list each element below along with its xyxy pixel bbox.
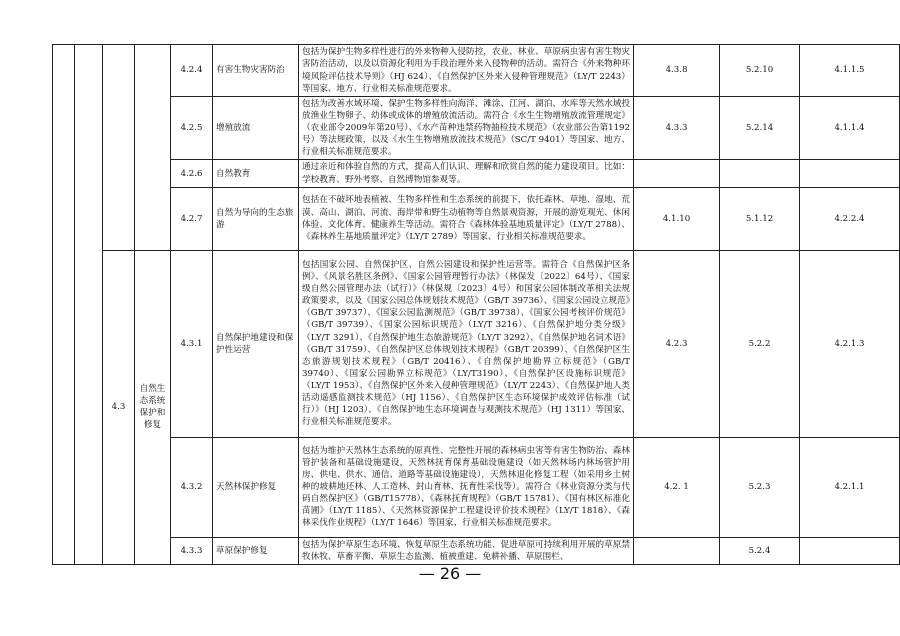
ref-2: 5.2.10 (720, 45, 800, 97)
table-row (53, 160, 900, 187)
table-row (53, 45, 900, 97)
item-desc: 包括为维护天然林生态系统的原真性、完整性开展的森林病虫害等有害生物防治、森林管护装备和基础设施建设，天然林抚育保育基础设施建设（如天然林场内林场管护用房、供电、供水、通信、道路等基础设施建设），天然林退化修复工程（如采用乡土树种的坡耕地还林、人工造林、封山育林、抚育性采伐等）。需符合《林业资源分类与代码自然保护区》（GB/T15778）、《森林抚育规程》（GB/T 15781）、《国有林区标准化苗圃》（LY/T 1185）、《天然林资源保护工程建设评价技术规程》（LY/T 1818）、《森林采伐作业规程》（LY/T 1646）等国家、行业相关标准规范要求。 (299, 437, 634, 537)
ref-1: 4.2.3 (634, 250, 720, 437)
item-desc: 包括在不破坏地表植被、生物多样性和生态系统的前提下，依托森林、草地、湿地、荒漠、高山、湖泊、河流、海岸带和野生动植物等自然景观资源，开展的游览观光、休闲体验、文化体育、健康养生等活动。需符合《森林体验基地质量评定》（LY/T 2788）、《森林养生基地质量评定》（LY/T 2789）等国家、行业相关标准规范要求。 (299, 187, 634, 250)
ref-1 (634, 160, 720, 187)
blank-cell (103, 45, 135, 251)
item-id: 4.3.3 (171, 537, 213, 564)
item-name: 增殖放流 (213, 97, 299, 160)
item-desc: 包括为改善水域环境、保护生物多样性向海洋、滩涂、江河、湖泊、水库等天然水域投放渔业生物卵子、幼体或成体的增殖放流活动。需符合《水生生物增殖放流管理规定》（农业部令2009年第20号）、《水产苗种违禁药物抽检技术规范》（农业部公告第1192号）等法规政策，以及《水生生物增殖放流技术规范》（SC/T 9401）等国家、地方、行业相关标准规范要求。 (299, 97, 634, 160)
item-desc: 通过亲近和体验自然的方式，提高人们认识、理解和欣赏自然的能力建设项目。比如：学校教育、野外考察、自然博物馆参观等。 (299, 160, 634, 187)
ref-1: 4.2. 1 (634, 437, 720, 537)
ref-3: 4.1.1.5 (800, 45, 900, 97)
section-code: 4.3 (103, 250, 135, 564)
ref-3: 4.2.1.3 (800, 250, 900, 437)
table-row (53, 250, 900, 437)
item-desc: 包括为保护生物多样性进行的外来物种入侵防控，农业、林业、草原病虫害有害生物灾害防治活动，以及以资源化利用为手段治理外来入侵物种的活动。需符合《外来物种环境风险评估技术导则》（HJ 624）、《自然保护区外来入侵种管理规范》（LY/T 2243）等国家、地方、行业相关标准规范要求。 (299, 45, 634, 97)
ref-3: 4.2.1.1 (800, 437, 900, 537)
blank-cell (75, 45, 103, 565)
ref-2: 5.2.14 (720, 97, 800, 160)
table-row (53, 537, 900, 564)
item-name: 自然保护地建设和保护性运营 (213, 250, 299, 437)
blank-cell (53, 45, 75, 565)
ref-2: 5.2.2 (720, 250, 800, 437)
ref-3: 4.2.2.4 (800, 187, 900, 250)
item-name: 天然林保护修复 (213, 437, 299, 537)
ref-3 (800, 537, 900, 564)
ref-2: 5.1.12 (720, 187, 800, 250)
item-id: 4.3.2 (171, 437, 213, 537)
item-desc: 包括国家公园、自然保护区、自然公园建设和保护性运营等。需符合《自然保护区条例》、《风景名胜区条例》、《国家公园管理暂行办法》（林保发〔2022〕64号）、《国家级自然公园管理办法（试行）》（林保规〔2023〕4号）和国家公园体制改革相关法规政策要求，以及《国家公园总体规划技术规范》（GB/T 39736）、《国家公园设立规范》（GB/T 39737）、《国家公园监测规范》（GB/T 39738）、《国家公园考核评价规范》（GB/T 39739）、《国家公园标识规范》（LY/T 3216）、《自然保护地分类分级》（LY/T 3291）、《自然保护地生态旅游规范》（LY/T 3292）、《自然保护地名词术语》（GB/T 31759）、《自然保护区总体规划技术规程》（GB/T 20399）、《自然保护区生态旅游规划技术规程》（GB/T 20416）、《自然保护地勘界立标规范》（GB/T 39740）、《国家公园勘界立标规范》（LY/T3190）、《自然保护区设施标识规范》（LY/T 1953）、《自然保护区外来入侵种管理规范》（LY/T 2243）、《自然保护地人类活动遥感监测技术规范》（HJ 1156）、《自然保护区生态环境保护成效评估标准（试行）》（HJ 1203）、《自然保护地生态环境调查与观测技术规范》（HJ 1311）等国家、行业相关标准规范要求。 (299, 250, 634, 437)
ref-1: 4.3.3 (634, 97, 720, 160)
blank-cell (135, 45, 171, 251)
ref-2: 5.2.3 (720, 437, 800, 537)
item-desc: 包括为保护草原生态环境、恢复草原生态系统功能、促进草原可持续利用开展的草原禁牧休牧、草畜平衡、草原生态监测、植被重建、免耕补播、草原围栏、 (299, 537, 634, 564)
ref-3 (800, 160, 900, 187)
item-id: 4.2.4 (171, 45, 213, 97)
ref-2: 5.2.4 (720, 537, 800, 564)
table-row (53, 97, 900, 160)
ref-1: 4.1.10 (634, 187, 720, 250)
ref-3: 4.1.1.4 (800, 97, 900, 160)
table-row (53, 187, 900, 250)
item-id: 4.2.7 (171, 187, 213, 250)
page-number: — 26 — (418, 564, 482, 583)
table-row (53, 437, 900, 537)
item-id: 4.2.5 (171, 97, 213, 160)
section-category: 自然生态系统保护和修复 (135, 250, 171, 564)
standards-table (52, 44, 900, 565)
item-name: 自然教育 (213, 160, 299, 187)
ref-1: 4.3.8 (634, 45, 720, 97)
item-name: 草原保护修复 (213, 537, 299, 564)
item-id: 4.2.6 (171, 160, 213, 187)
item-name: 自然为导向的生态旅游 (213, 187, 299, 250)
ref-2 (720, 160, 800, 187)
item-name: 有害生物灾害防治 (213, 45, 299, 97)
item-id: 4.3.1 (171, 250, 213, 437)
ref-1 (634, 537, 720, 564)
